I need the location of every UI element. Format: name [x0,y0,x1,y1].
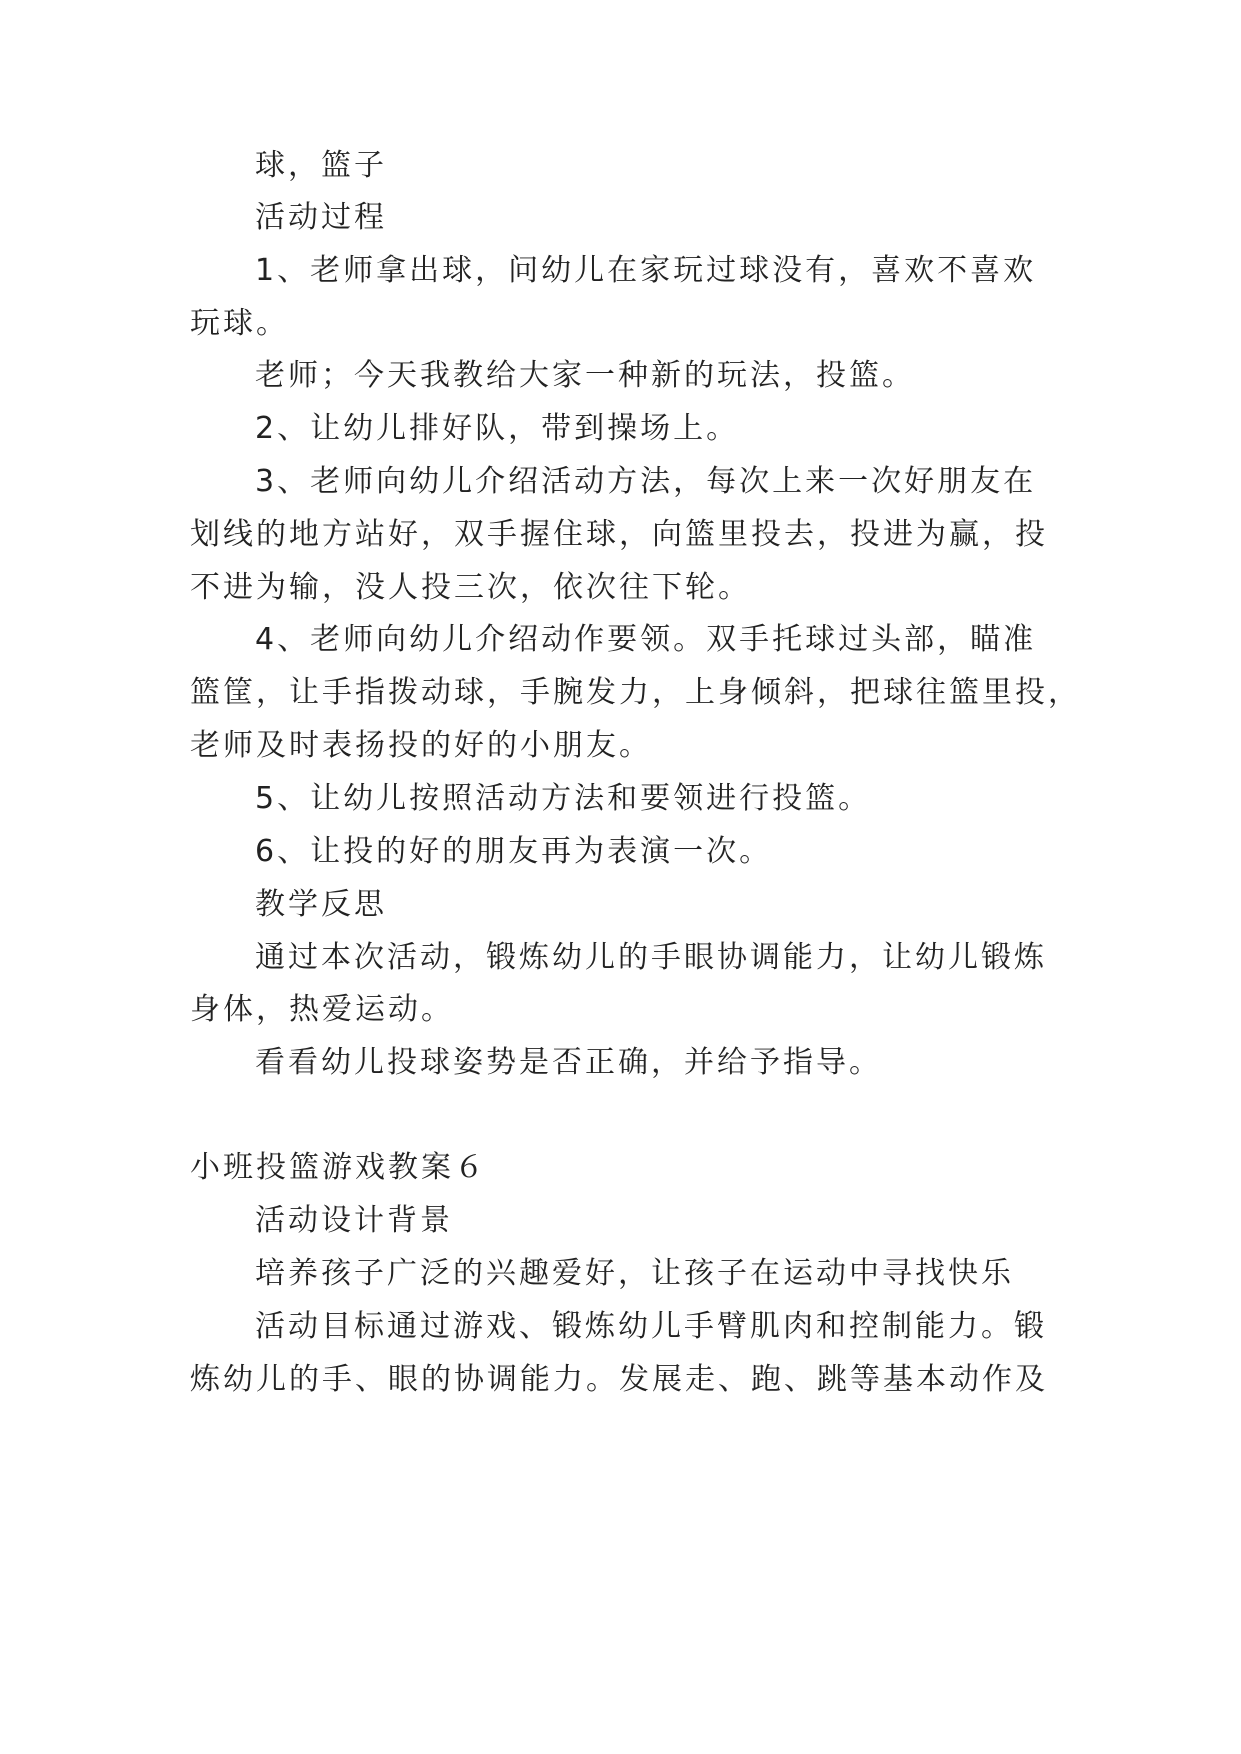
text-line: 6、让投的好的朋友再为表演一次。 [255,834,773,869]
text-line: 通过本次活动，锻炼幼儿的手眼协调能力，让幼儿锻炼 [255,940,1047,975]
text-line: 3、老师向幼儿介绍活动方法，每次上来一次好朋友在 [255,464,1037,499]
text-line: 老师；今天我教给大家一种新的玩法，投篮。 [255,358,915,393]
text-line: 老师及时表扬投的好的小朋友。 [190,728,652,763]
text-line: 活动过程 [255,200,387,235]
text-line: 球，篮子 [255,148,387,183]
text-line: 4、老师向幼儿介绍动作要领。双手托球过头部，瞄准 [255,622,1037,657]
text-line: 活动目标通过游戏、锻炼幼儿手臂肌肉和控制能力。锻 [255,1309,1047,1344]
text-line: 炼幼儿的手、眼的协调能力。发展走、跑、跳等基本动作及 [190,1362,1048,1397]
text-line: 看看幼儿投球姿势是否正确，并给予指导。 [255,1045,882,1080]
text-line: 1、老师拿出球，问幼儿在家玩过球没有，喜欢不喜欢 [255,253,1037,288]
text-line: 篮筐，让手指拨动球，手腕发力，上身倾斜，把球往篮里投， [190,675,1081,710]
text-line: 划线的地方站好，双手握住球，向篮里投去，投进为赢，投 [190,517,1048,552]
text-line: 2、让幼儿排好队，带到操场上。 [255,411,740,446]
text-line: 不进为输，没人投三次，依次往下轮。 [190,570,751,605]
section-heading: 活动设计背景 [255,1203,453,1238]
document-title: 小班投篮游戏教案６ [190,1150,487,1185]
text-line: 身体，热爱运动。 [190,992,454,1027]
text-line: 玩球。 [190,306,289,341]
text-line: 5、让幼儿按照活动方法和要领进行投篮。 [255,781,872,816]
section-heading: 教学反思 [255,887,387,922]
text-line: 培养孩子广泛的兴趣爱好，让孩子在运动中寻找快乐 [255,1256,1014,1291]
